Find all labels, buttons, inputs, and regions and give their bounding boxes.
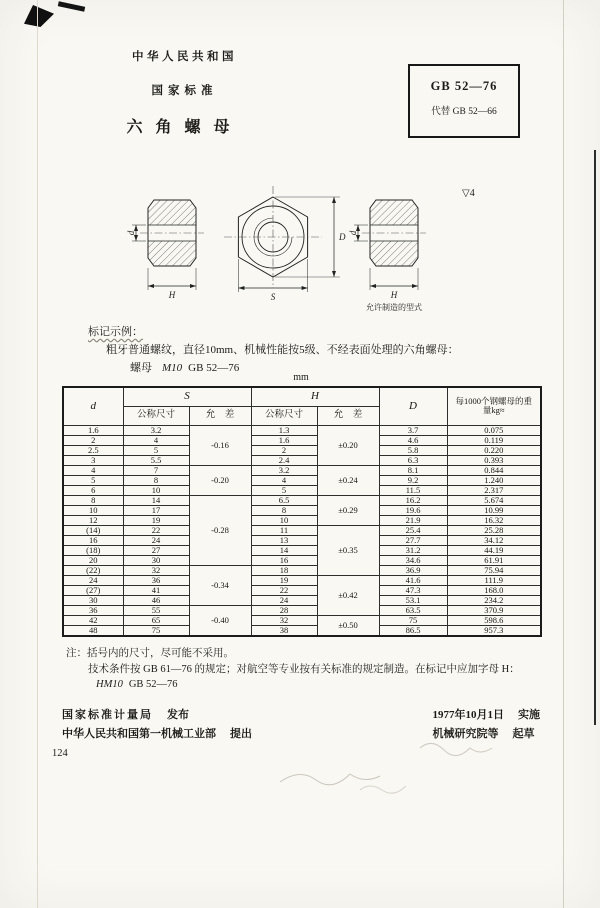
cell-d: 24 <box>63 575 123 585</box>
scan-artifact <box>24 5 54 27</box>
table-row <box>63 545 541 555</box>
cell-h-tolerance: ±0.35 <box>317 525 379 575</box>
footer-date: 1977年10月1日 <box>432 709 504 721</box>
cell-d: 48 <box>63 625 123 636</box>
cell-s-nominal: 22 <box>123 525 189 535</box>
cell-h-nominal: 13 <box>251 535 317 545</box>
table-row <box>63 465 541 475</box>
footer-issuer-line <box>62 706 252 725</box>
cell-h-nominal: 4 <box>251 475 317 485</box>
cell-s-tolerance: -0.16 <box>189 425 251 465</box>
cell-h-nominal: 2.4 <box>251 455 317 465</box>
cell-s-nominal: 5.5 <box>123 455 189 465</box>
cell-d: 2 <box>63 435 123 445</box>
cell-d: 30 <box>63 595 123 605</box>
cell-d: 16 <box>63 535 123 545</box>
cell-D: 3.7 <box>379 425 447 435</box>
table-row <box>63 485 541 495</box>
table-row <box>63 445 541 455</box>
cell-s-nominal: 7 <box>123 465 189 475</box>
cell-D: 9.2 <box>379 475 447 485</box>
table-row <box>63 455 541 465</box>
cell-h-nominal: 28 <box>251 605 317 615</box>
page-title: 六角螺母 <box>126 119 243 136</box>
drawing-side-view-right <box>348 200 426 312</box>
header-country: 中华人民共和国 <box>132 51 237 63</box>
cell-s-nominal: 3.2 <box>123 425 189 435</box>
cell-s-nominal: 10 <box>123 485 189 495</box>
cell-D: 75 <box>379 615 447 625</box>
table-row <box>63 585 541 595</box>
cell-weight: 34.12 <box>447 535 541 545</box>
note-designation <box>96 677 520 693</box>
cell-s-tolerance: -0.20 <box>189 465 251 495</box>
section-hatch <box>370 241 418 266</box>
cell-D: 19.6 <box>379 505 447 515</box>
footer-draft-label: 起草 <box>512 728 535 740</box>
col-header-H: H <box>251 387 379 406</box>
cell-h-tolerance: ±0.42 <box>317 575 379 615</box>
scan-artifact <box>58 1 85 12</box>
cell-h-nominal: 24 <box>251 595 317 605</box>
table-row <box>63 495 541 505</box>
cell-h-nominal: 1.6 <box>251 435 317 445</box>
table-row <box>63 515 541 525</box>
cell-h-nominal: 2 <box>251 445 317 455</box>
cell-D: 4.6 <box>379 435 447 445</box>
cell-s-tolerance: -0.40 <box>189 605 251 636</box>
cell-d: (14) <box>63 525 123 535</box>
cell-s-nominal: 32 <box>123 565 189 575</box>
cell-D: 6.3 <box>379 455 447 465</box>
footer-date-line <box>433 706 541 725</box>
cell-D: 31.2 <box>379 545 447 555</box>
cell-weight: 0.119 <box>447 435 541 445</box>
cell-d: 10 <box>63 505 123 515</box>
cell-s-nominal: 65 <box>123 615 189 625</box>
standard-replaces: 代替 GB 52—66 <box>431 107 497 117</box>
cell-d: 6 <box>63 485 123 495</box>
cell-d: 2.5 <box>63 445 123 455</box>
marking-example-description: 粗牙普通螺纹，直径10mm、机械性能按5级、不经表面处理的六角螺母： <box>106 344 459 356</box>
cell-s-nominal: 19 <box>123 515 189 525</box>
cell-weight: 168.0 <box>447 585 541 595</box>
footer-drafter: 机械研究院等 <box>432 728 499 740</box>
cell-h-nominal: 14 <box>251 545 317 555</box>
cell-weight: 0.844 <box>447 465 541 475</box>
table-row <box>63 555 541 565</box>
cell-weight: 16.32 <box>447 515 541 525</box>
section-hatch <box>148 200 196 225</box>
cell-s-nominal: 30 <box>123 555 189 565</box>
table-row <box>63 575 541 585</box>
cell-D: 27.7 <box>379 535 447 545</box>
cell-D: 21.9 <box>379 515 447 525</box>
cell-D: 41.6 <box>379 575 447 585</box>
table-row <box>63 475 541 485</box>
dim-label-H: H <box>390 290 398 300</box>
cell-h-nominal: 32 <box>251 615 317 625</box>
cell-D: 63.5 <box>379 605 447 615</box>
table-header-row <box>63 387 541 406</box>
drawing-caption: 允许制造的型式 <box>366 303 422 312</box>
table-unit-label: mm <box>293 372 309 383</box>
cell-weight: 2.317 <box>447 485 541 495</box>
drawing-side-view-left <box>126 200 204 300</box>
table-row <box>63 625 541 636</box>
note-line: 注：括号内的尺寸，尽可能不采用。 <box>66 648 234 659</box>
surface-finish-mark: ▽4 <box>462 188 475 199</box>
cell-weight: 370.9 <box>447 605 541 615</box>
cell-s-nominal: 5 <box>123 445 189 455</box>
cell-weight: 234.2 <box>447 595 541 605</box>
cell-D: 8.1 <box>379 465 447 475</box>
cell-h-nominal: 5 <box>251 485 317 495</box>
cell-h-nominal: 6.5 <box>251 495 317 505</box>
cell-s-nominal: 14 <box>123 495 189 505</box>
scan-edge-line <box>37 0 38 908</box>
cell-h-nominal: 1.3 <box>251 425 317 435</box>
cell-h-nominal: 16 <box>251 555 317 565</box>
designation-standard: GB 52—76 <box>188 362 240 374</box>
dimensions-table <box>62 386 542 637</box>
cell-s-nominal: 41 <box>123 585 189 595</box>
cell-weight: 957.3 <box>447 625 541 636</box>
cell-d: (27) <box>63 585 123 595</box>
footer-issuer: 国家标准计量局 <box>62 709 153 721</box>
standard-code-box <box>408 64 520 138</box>
cell-h-tolerance: ±0.29 <box>317 495 379 525</box>
cell-weight: 1.240 <box>447 475 541 485</box>
page-number: 124 <box>52 748 68 759</box>
cell-h-nominal: 22 <box>251 585 317 595</box>
pencil-scribble <box>240 738 540 798</box>
cell-s-tolerance: -0.28 <box>189 495 251 565</box>
cell-h-tolerance: ±0.24 <box>317 465 379 495</box>
table-row <box>63 565 541 575</box>
cell-h-nominal: 8 <box>251 505 317 515</box>
cell-h-nominal: 3.2 <box>251 465 317 475</box>
table-row <box>63 605 541 615</box>
cell-h-nominal: 11 <box>251 525 317 535</box>
cell-weight: 25.28 <box>447 525 541 535</box>
designation-prefix: 螺母 <box>130 362 152 374</box>
dim-label-d: d <box>348 230 358 236</box>
table-body <box>63 425 541 636</box>
table-row <box>63 595 541 605</box>
cell-h-nominal: 19 <box>251 575 317 585</box>
cell-s-nominal: 24 <box>123 535 189 545</box>
cell-weight: 0.220 <box>447 445 541 455</box>
cell-s-nominal: 36 <box>123 575 189 585</box>
cell-D: 53.1 <box>379 595 447 605</box>
header-standard: 国家标准 <box>151 85 218 97</box>
cell-h-nominal: 18 <box>251 565 317 575</box>
cell-d: 4 <box>63 465 123 475</box>
cell-s-nominal: 17 <box>123 505 189 515</box>
footer-date-label: 实施 <box>518 709 540 721</box>
cell-weight: 0.393 <box>447 455 541 465</box>
cell-d: 8 <box>63 495 123 505</box>
col-header-D: D <box>379 387 447 425</box>
cell-d: 1.6 <box>63 425 123 435</box>
col-header-h-nominal: 公称尺寸 <box>251 406 317 425</box>
scan-edge-line <box>563 0 564 908</box>
footer-proposer: 中华人民共和国第一机械工业部 <box>62 728 216 740</box>
nut-drawing-svg <box>60 182 540 317</box>
cell-s-nominal: 4 <box>123 435 189 445</box>
col-header-s-nominal: 公称尺寸 <box>123 406 189 425</box>
table-row <box>63 615 541 625</box>
cell-D: 86.5 <box>379 625 447 636</box>
cell-weight: 75.94 <box>447 565 541 575</box>
cell-h-tolerance: ±0.50 <box>317 615 379 636</box>
cell-D: 25.4 <box>379 525 447 535</box>
cell-h-nominal: 10 <box>251 515 317 525</box>
cell-d: 36 <box>63 605 123 615</box>
cell-d: 3 <box>63 455 123 465</box>
dim-label-D: D <box>339 232 346 242</box>
section-hatch <box>370 200 418 225</box>
cell-weight: 5.674 <box>447 495 541 505</box>
cell-s-nominal: 75 <box>123 625 189 636</box>
technical-drawing <box>60 182 540 322</box>
cell-D: 34.6 <box>379 555 447 565</box>
table-row <box>63 535 541 545</box>
cell-s-tolerance: -0.34 <box>189 565 251 605</box>
cell-h-nominal: 38 <box>251 625 317 636</box>
marking-example-heading: 标记示例： <box>88 326 143 338</box>
footer-propose-label: 提出 <box>230 728 252 740</box>
footer-proposer-line <box>62 725 252 744</box>
cell-D: 11.5 <box>379 485 447 495</box>
cell-d: 12 <box>63 515 123 525</box>
note-line: 技术条件按 GB 61—76 的规定；对航空等专业按有关标准的规定制造。在标记中应加字母 H： <box>88 663 520 675</box>
col-header-s-tolerance: 允 差 <box>189 406 251 425</box>
standard-code: GB 52—76 <box>430 79 498 93</box>
cell-s-nominal: 27 <box>123 545 189 555</box>
cell-D: 16.2 <box>379 495 447 505</box>
cell-s-nominal: 55 <box>123 605 189 615</box>
cell-h-tolerance: ±0.20 <box>317 425 379 465</box>
note-designation-code: HM10 <box>96 679 123 690</box>
dim-label-H: H <box>168 290 176 300</box>
section-hatch <box>148 241 196 266</box>
drawing-top-view <box>224 186 346 302</box>
cell-d: (22) <box>63 565 123 575</box>
scan-edge-line <box>594 150 596 725</box>
table-row <box>63 525 541 535</box>
cell-D: 36.9 <box>379 565 447 575</box>
col-header-d: d <box>63 387 123 425</box>
dim-label-S: S <box>270 292 276 302</box>
footer-issue-label: 发布 <box>167 709 189 721</box>
cell-weight: 111.9 <box>447 575 541 585</box>
cell-weight: 44.19 <box>447 545 541 555</box>
cell-D: 47.3 <box>379 585 447 595</box>
cell-weight: 598.6 <box>447 615 541 625</box>
footer-left <box>62 706 252 744</box>
cell-d: 42 <box>63 615 123 625</box>
cell-s-nominal: 46 <box>123 595 189 605</box>
note-designation-standard: GB 52—76 <box>128 679 178 690</box>
cell-s-nominal: 8 <box>123 475 189 485</box>
table-row <box>63 435 541 445</box>
cell-d: 5 <box>63 475 123 485</box>
cell-weight: 61.91 <box>447 555 541 565</box>
table-row <box>63 425 541 435</box>
col-header-h-tolerance: 允 差 <box>317 406 379 425</box>
cell-d: 20 <box>63 555 123 565</box>
cell-d: (18) <box>63 545 123 555</box>
col-header-S: S <box>123 387 251 406</box>
col-header-weight: 每1000个钢螺母的重量kg≈ <box>447 387 541 425</box>
designation-code: M10 <box>162 362 183 374</box>
table-row <box>63 505 541 515</box>
cell-weight: 10.99 <box>447 505 541 515</box>
dim-label-d: d <box>126 230 136 236</box>
cell-D: 5.8 <box>379 445 447 455</box>
notes-block <box>66 646 520 693</box>
cell-weight: 0.075 <box>447 425 541 435</box>
